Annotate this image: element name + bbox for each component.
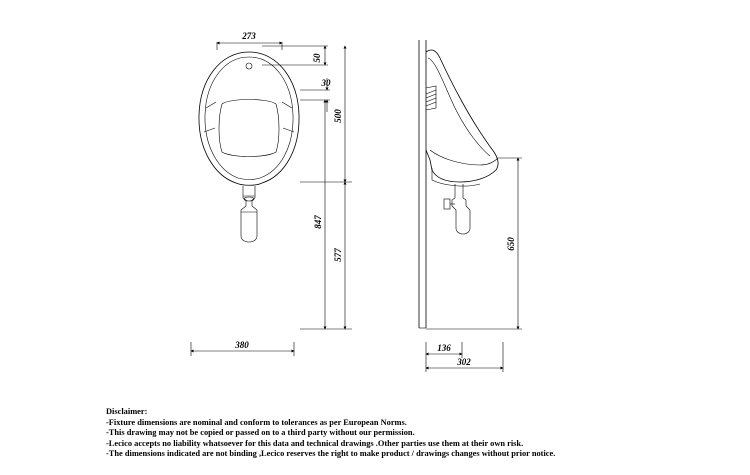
disclaimer-line-1: -Fixture dimensions are nominal and conform to tolerances as per European Norms.	[106, 417, 407, 427]
disclaimer-line-4: -The dimensions indicated are not binding ,Lecico reserves the right to make product / drawings changes without prior notice.	[106, 449, 556, 459]
front-view-urinal	[199, 52, 299, 242]
disclaimer-line-2: -This drawing may not be copied or passed on to a third party without our permission.	[106, 428, 415, 438]
front-vertical-dimensions	[262, 46, 352, 329]
side-view-urinal	[419, 40, 498, 328]
dim-380-label: 380	[235, 340, 249, 350]
dimension-650	[426, 158, 522, 329]
dim-30-label: 30	[321, 78, 331, 88]
disclaimer-line-3: -Lecico accepts no liability whatsoever for this data and technical drawings .Other parties use them at their own risk.	[106, 438, 524, 448]
disclaimer-title: Disclaimer:	[106, 407, 148, 416]
dim-500-label: 500	[333, 109, 343, 123]
dim-650-label: 650	[506, 237, 516, 251]
dim-136-label: 136	[437, 343, 451, 353]
dim-847-label: 847	[313, 215, 323, 229]
disclaimer-block	[106, 407, 746, 460]
dimension-273	[217, 31, 282, 50]
dim-273-label: 273	[242, 31, 256, 41]
dimension-380	[191, 340, 294, 356]
inlet-hatch	[426, 86, 436, 110]
dim-302-label: 302	[457, 357, 471, 367]
dim-577-label: 577	[333, 248, 343, 262]
dim-50-label: 50	[312, 53, 322, 63]
